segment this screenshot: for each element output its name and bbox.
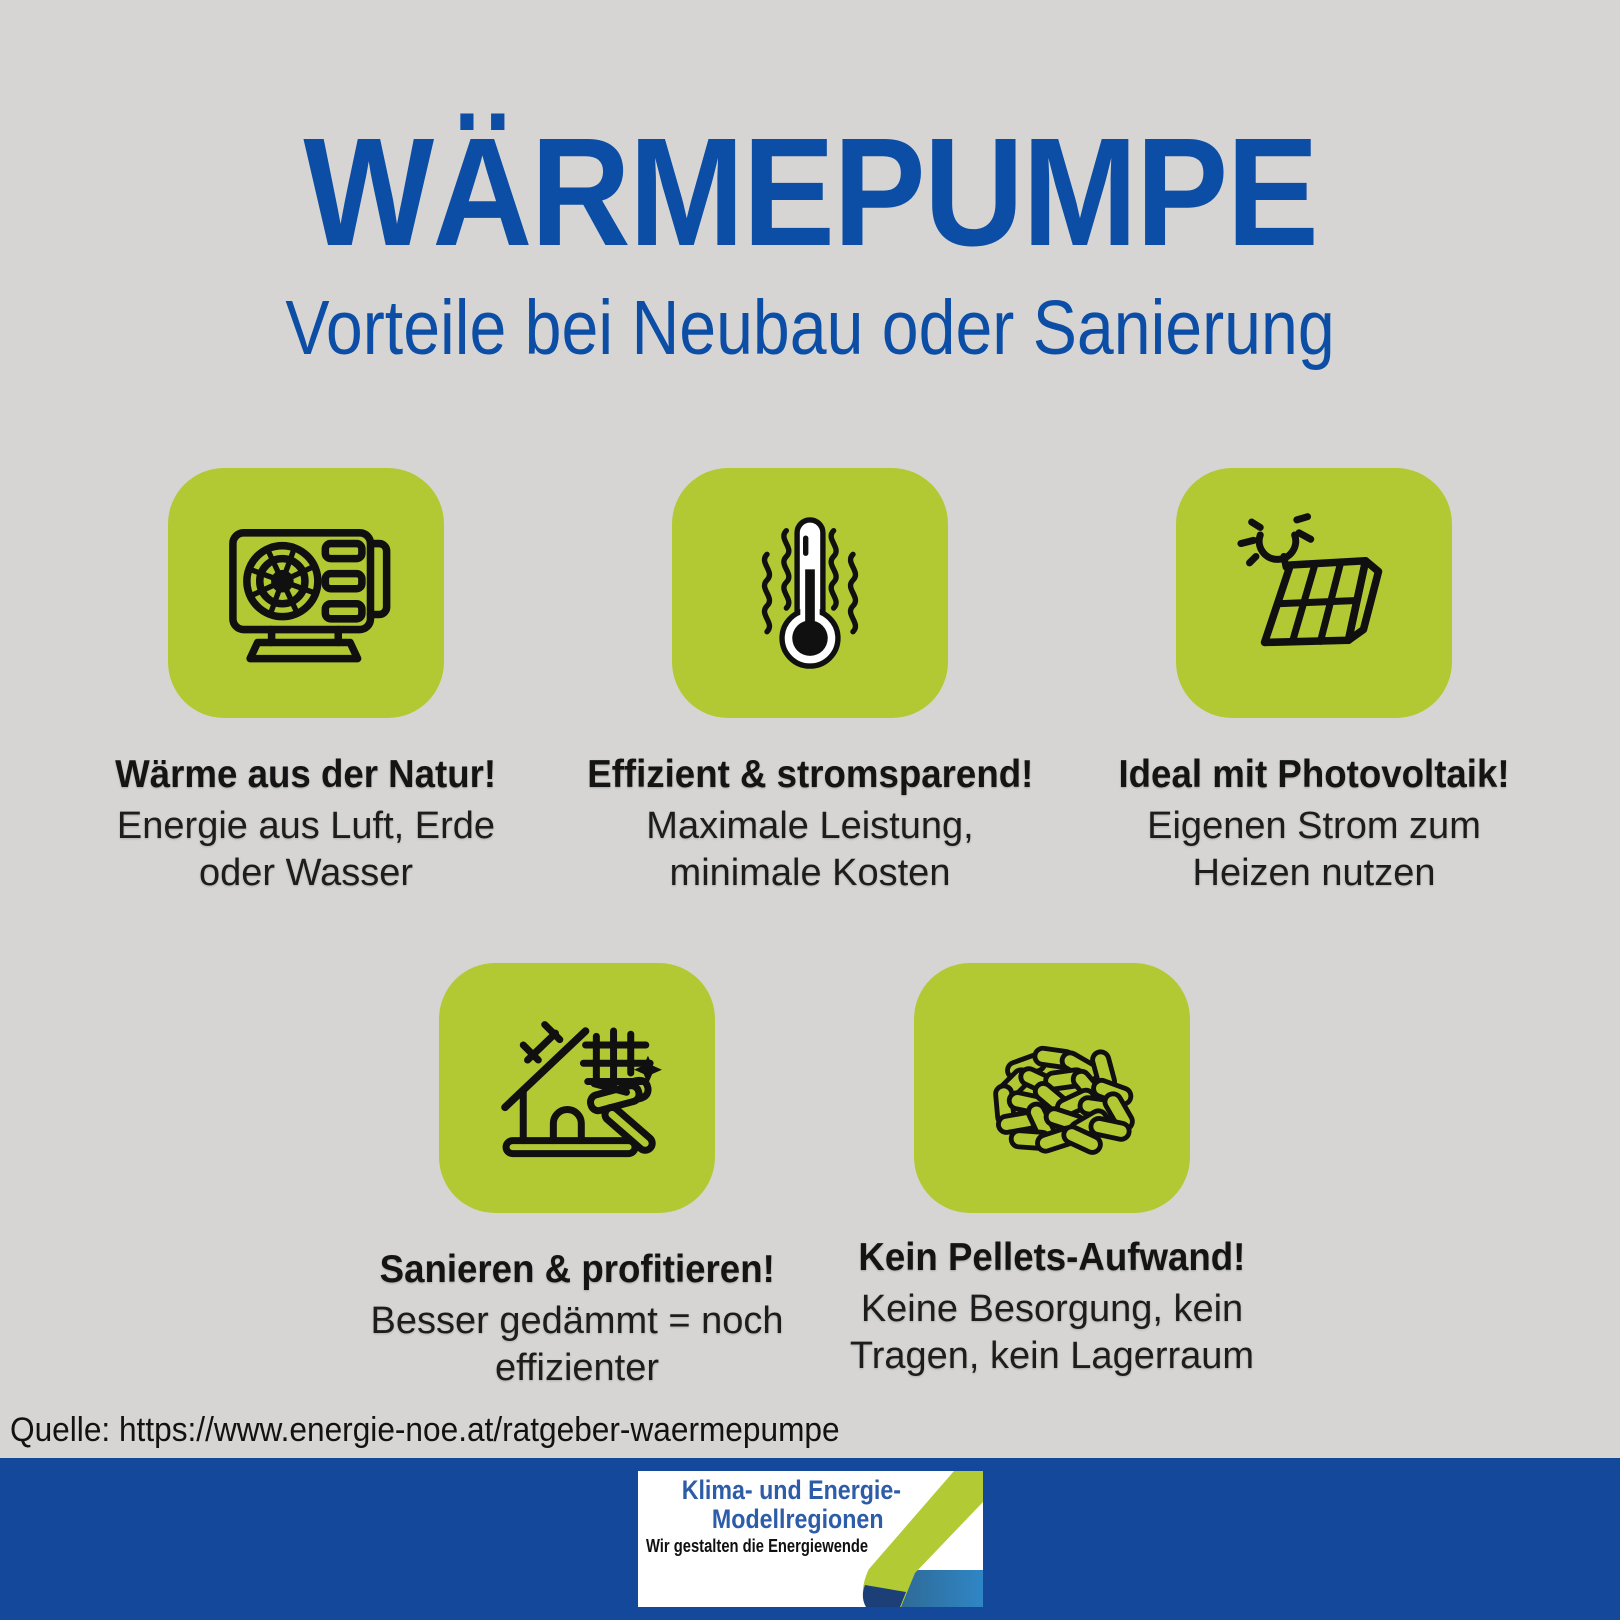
card-body: Besser gedämmt = noch effizienter: [370, 1300, 784, 1390]
card-heading: Effizient & stromsparend!: [586, 753, 1034, 796]
card-heading: Sanieren & profitieren!: [379, 1248, 775, 1291]
green-tile: [1176, 468, 1452, 718]
thermometer-icon: [724, 507, 896, 679]
green-tile: [439, 963, 715, 1213]
source-note: Quelle: https://www.energie-noe.at/ratgeber-waermepumpe: [10, 1411, 840, 1449]
benefit-card-renovation: [327, 963, 827, 1392]
benefit-card-nature: [56, 468, 556, 897]
logo-title: Klima- und Energie- Modellregionen: [681, 1475, 902, 1534]
page-title: WÄRMEPUMPE: [303, 106, 1317, 278]
card-body: Maximale Leistung, minimale Kosten: [646, 805, 974, 895]
heat-pump-unit-icon: [220, 507, 392, 679]
card-heading: Kein Pellets-Aufwand!: [858, 1236, 1246, 1279]
green-tile: [168, 468, 444, 718]
benefit-card-efficiency: [560, 468, 1060, 897]
solar-panel-sun-icon: [1228, 507, 1400, 679]
benefit-card-photovoltaic: [1064, 468, 1564, 897]
benefit-card-pellets: [802, 963, 1302, 1380]
card-heading: Wärme aus der Natur!: [115, 753, 497, 796]
footer-bar: [0, 1458, 1620, 1620]
card-heading: Ideal mit Photovoltaik!: [1118, 753, 1510, 796]
card-body: Keine Besorgung, kein Tragen, kein Lagerraum: [849, 1288, 1255, 1378]
logo-tagline: Wir gestalten die Energiewende: [646, 1536, 869, 1556]
wood-pellets-icon: [966, 1002, 1138, 1174]
green-tile: [672, 468, 948, 718]
card-body: Eigenen Strom zum Heizen nutzen: [1147, 805, 1481, 895]
green-tile: [914, 963, 1190, 1213]
kem-logo: [638, 1471, 983, 1607]
house-renovation-icon: [491, 1002, 663, 1174]
page-subtitle: Vorteile bei Neubau oder Sanierung: [285, 285, 1335, 371]
card-body: Energie aus Luft, Erde oder Wasser: [116, 805, 496, 895]
